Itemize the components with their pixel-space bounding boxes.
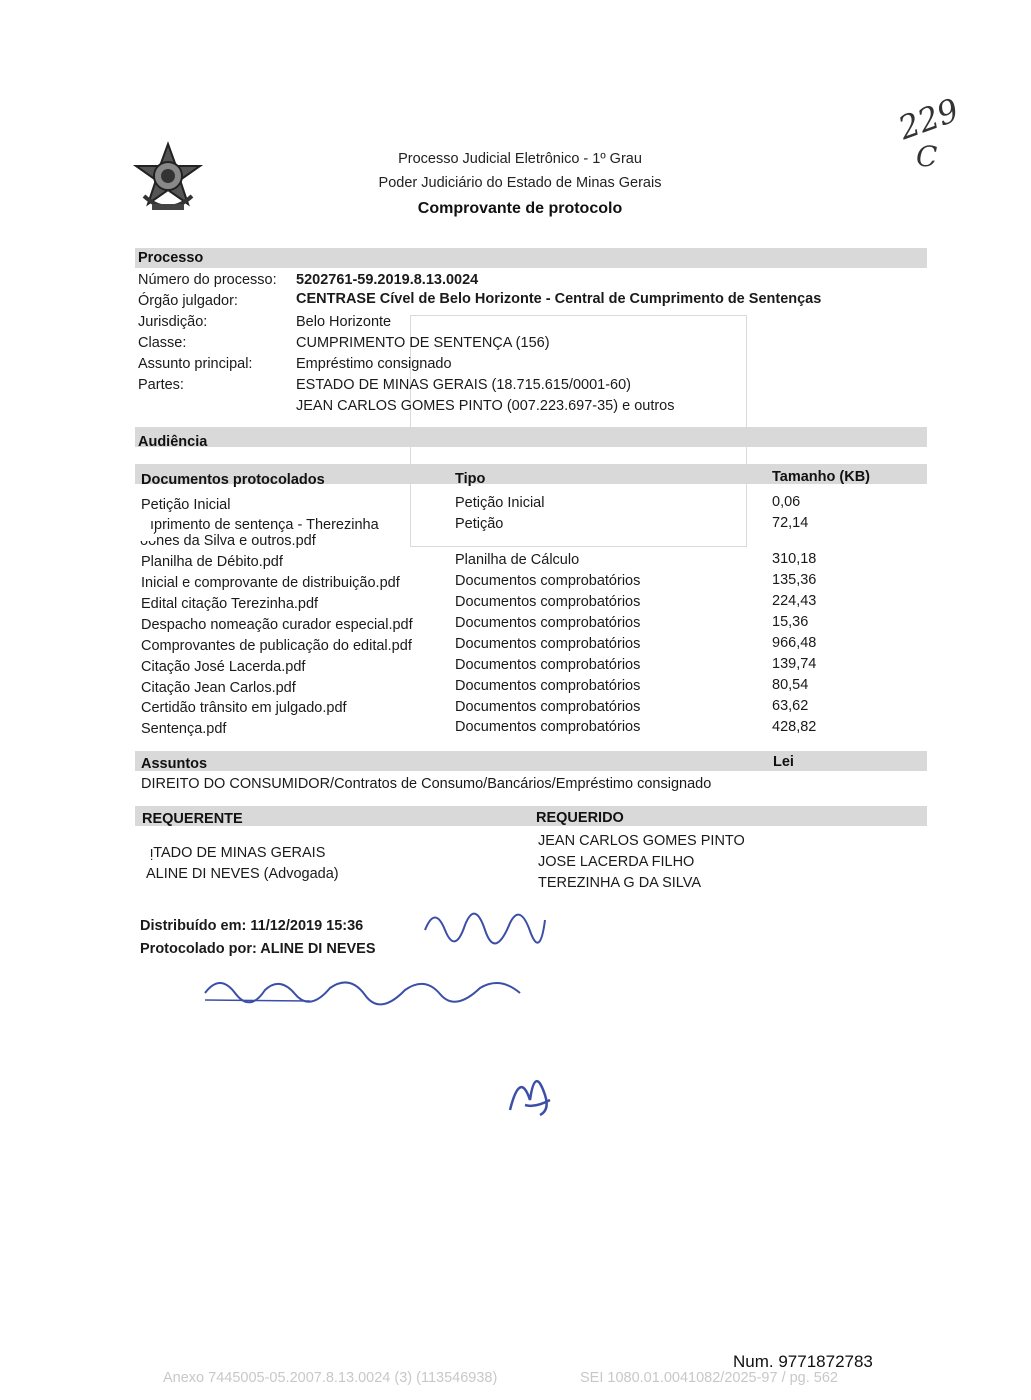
table-row-tamanho: 310,18 [772,551,817,567]
section-title-assuntos: Assuntos [141,756,208,772]
field-label-classe: Classe: [138,335,187,351]
handwritten-page-mark: C [916,140,938,173]
table-row-tamanho: 63,62 [772,698,809,714]
section-band-audiencia [135,427,927,447]
table-row-tipo: Documentos comprobatórios [455,719,641,735]
field-value-orgao: CENTRASE Cível de Belo Horizonte - Central de Cumprimento de Sentenças [296,291,822,307]
table-row-tipo: Petição [455,516,504,532]
section-band-processo [135,248,927,268]
table-row-tipo: Documentos comprobatórios [455,699,641,715]
section-band-partes [135,806,927,826]
field-label-assunto: Assunto principal: [138,356,253,372]
field-value-partes-2: JEAN CARLOS GOMES PINTO (007.223.697-35) e outros [296,398,675,414]
requerido-item: JEAN CARLOS GOMES PINTO [538,833,745,849]
table-row-tipo: Documentos comprobatórios [455,678,641,694]
table-row-nome: Citação José Lacerda.pdf [141,659,306,675]
requerido-item: TEREZINHA G DA SILVA [538,875,702,891]
requerente-item: ᴉTADO DE MINAS GERAIS [150,845,326,861]
protocolado-por: Protocolado por: ALINE DI NEVES [140,941,376,957]
footer-sei-reference: SEI 1080.01.0041082/2025-97 / pg. 562 [580,1370,838,1386]
table-row-tamanho: 0,06 [772,494,801,510]
table-row-tamanho: 139,74 [772,656,817,672]
column-header-requerente: REQUERENTE [142,811,243,827]
header-line-1: Processo Judicial Eletrônico - 1º Grau [398,151,642,167]
table-row-tipo: Documentos comprobatórios [455,573,641,589]
column-header-lei: Lei [773,754,794,770]
field-label-numero: Número do processo: [138,272,277,288]
table-row-tamanho: 72,14 [772,515,809,531]
table-row-nome-continuation: ᴗᴗ́nes da Silva e outros.pdf [140,533,316,549]
table-row-tipo: Documentos comprobatórios [455,615,641,631]
requerente-item: ALINE DI NEVES (Advogada) [146,866,339,882]
table-row-nome: Certidão trânsito em julgado.pdf [141,700,347,716]
document-title: Comprovante de protocolo [417,200,623,217]
column-header-tamanho: Tamanho (KB) [772,469,871,485]
handwritten-page-number: 229 [893,90,964,148]
table-row-nome: ıpriment​o de sentença - Therezinha [150,517,379,533]
field-label-jurisdicao: Jurisdição: [138,314,208,330]
field-value-jurisdicao: Belo Horizonte [296,314,392,330]
table-row-tipo: Petição Inicial [455,495,545,511]
table-row-tamanho: 224,43 [772,593,817,609]
table-row-nome: Edital citação Terezinha.pdf [141,596,319,612]
field-value-classe: CUMPRIMENTO DE SENTENÇA (156) [296,335,550,351]
section-band-assuntos [135,751,927,771]
table-row-tamanho: 428,82 [772,719,817,735]
table-row-nome: Citação Jean Carlos.pdf [141,680,296,696]
footer-annex: Anexo 7445005-05.2007.8.13.0024 (3) (113546938) [163,1370,498,1386]
coat-of-arms-emblem [132,140,204,218]
table-row-nome: Sentença.pdf [141,721,227,737]
column-header-tipo: Tipo [455,471,486,487]
field-label-orgao: Órgão julgador: [138,293,238,309]
table-row-tamanho: 135,36 [772,572,817,588]
column-header-requerido: REQUERIDO [536,810,624,826]
table-row-nome: Despacho nomeação curador especial.pdf [141,617,413,633]
handwritten-signature [500,1060,560,1125]
section-title-audiencia: Audiência [138,434,208,450]
document-number: Num. 9771872783 [733,1352,873,1371]
requerido-item: JOSE LACERDA FILHO [538,854,695,870]
field-label-partes: Partes: [138,377,184,393]
section-title-processo: Processo [138,250,204,266]
table-row-tamanho: 15,36 [772,614,809,630]
column-header-documentos: Documentos protocolados [141,472,325,488]
table-row-nome: Petição Inicial [141,497,231,513]
table-row-nome: Comprovantes de publicação do edital.pdf [141,638,412,654]
table-row-tamanho: 80,54 [772,677,809,693]
table-row-tipo: Documentos comprobatórios [455,657,641,673]
distribuido-em: Distribuído em: 11/12/2019 15:36 [140,918,364,934]
header-line-2: Poder Judiciário do Estado de Minas Gerais [378,175,662,191]
assunto-value: DIREITO DO CONSUMIDOR/Contratos de Consumo/Bancários/Empréstimo consignado [141,776,712,792]
field-value-partes-1: ESTADO DE MINAS GERAIS (18.715.615/0001-60) [296,377,631,393]
table-row-tipo: Planilha de Cálculo [455,552,580,568]
handwritten-scribble [420,895,550,950]
handwritten-note [200,968,540,1013]
table-row-nome: Inicial e comprovante de distribuição.pdf [141,575,400,591]
table-row-nome: Planilha de Débito.pdf [141,554,283,570]
field-value-numero: 5202761-59.2019.8.13.0024 [296,272,479,288]
table-row-tamanho: 966,48 [772,635,817,651]
field-value-assunto: Empréstimo consignado [296,356,452,372]
table-row-tipo: Documentos comprobatórios [455,594,641,610]
table-row-tipo: Documentos comprobatórios [455,636,641,652]
